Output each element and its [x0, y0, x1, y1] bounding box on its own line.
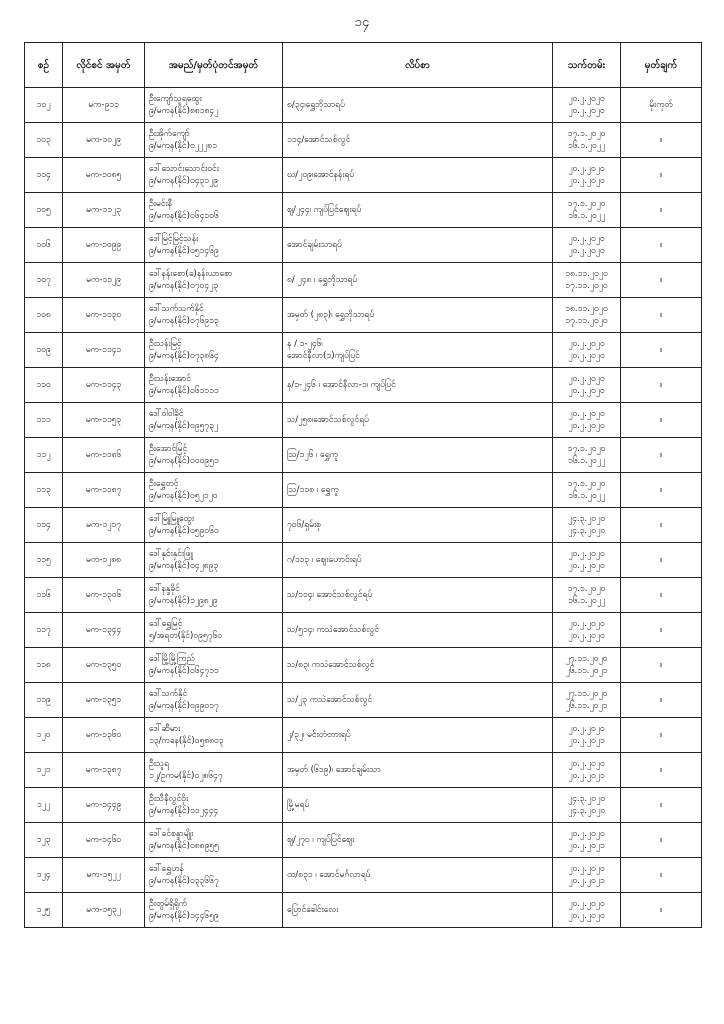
header-name-id: အမည်/မှတ်ပုံတင်အမှတ် — [145, 43, 283, 88]
table-row — [25, 193, 702, 228]
holder-name: ဒေါ်သက်သက်နိုင် — [149, 304, 204, 314]
address-line-1: ပြောင်ခေါင်းလေး — [287, 905, 339, 915]
cell-no: ၁၁၇ — [25, 613, 63, 648]
cell-address — [283, 508, 553, 543]
table-row — [25, 263, 702, 298]
registration-number: ၉/မကန(နိုင်)၀၄၂၈၉၃ — [149, 561, 219, 571]
cell-name-id — [145, 228, 283, 263]
registration-number: ၉/မကန(နိုင်)၁၁၂၄၄၄ — [149, 806, 219, 816]
table-row — [25, 893, 702, 928]
registration-number: ၉/မကန(နိုင်)၀၇၃၈၆၄ — [149, 351, 219, 361]
cell-no: ၁၀၇ — [25, 263, 63, 298]
validity-from: ၂၀.၂.၂၀၂၀ — [568, 864, 605, 874]
address-line-1: ဃ/၂၀၉၊အောင်နန်းရပ် — [287, 170, 355, 180]
address-line-1: ဈ/၂၇၀ ၊ ကျပ်ပြင်ဈေး — [287, 835, 355, 845]
validity-from: ၂၀.၂.၂၀၂၀ — [568, 619, 605, 629]
validity-to: ၂၀.၂.၂၀၂၀ — [568, 176, 605, 186]
holder-name: ဦးအိုက်ကျော် — [149, 129, 190, 139]
address-line-1: ၂/၃၂၊ မင်းတံတားရပ် — [287, 730, 351, 740]
cell-no: ၁၂၀ — [25, 718, 63, 753]
table-row — [25, 333, 702, 368]
cell-license: မက-၁၁၄၁ — [63, 333, 145, 368]
holder-name: ဦးရွှေတင့် — [149, 479, 179, 489]
registration-number: ၉/မကန(နိုင်)၀၃၃၆၆၇ — [149, 876, 219, 886]
address-line-1: သ/၅၁၄၊ ကသဲအောင်သစ်လွင် — [287, 625, 379, 635]
cell-name-id — [145, 158, 283, 193]
table-row — [25, 228, 702, 263]
registration-number: ၉/မကန(နိုင်)၀၆၄၁၀၆ — [149, 211, 219, 221]
cell-remark: ။ — [621, 403, 702, 438]
cell-remark: ။ — [621, 683, 702, 718]
cell-remark: ။ — [621, 333, 702, 368]
validity-to: ၂၀.၂.၂၀၂၁ — [568, 736, 605, 746]
cell-name-id — [145, 333, 283, 368]
cell-name-id — [145, 88, 283, 123]
validity-from: ၂၀.၂.၂၀၂၀ — [568, 374, 605, 384]
validity-to: ၁၇.၁၁.၂၀၂၀ — [565, 316, 608, 326]
cell-remark: ။ — [621, 718, 702, 753]
cell-license: မက-၁၁၈၇ — [63, 473, 145, 508]
cell-no: ၁၀၆ — [25, 228, 63, 263]
cell-name-id — [145, 473, 283, 508]
validity-to: ၂၀.၂.၂၀၂၁ — [568, 841, 605, 851]
cell-address — [283, 368, 553, 403]
cell-validity — [553, 613, 621, 648]
validity-to: ၁၆.၁.၂၀၂၂ — [567, 211, 606, 221]
header-license: လိုင်စင် အမှတ် — [63, 43, 145, 88]
cell-validity — [553, 123, 621, 158]
cell-no: ၁၂၄ — [25, 858, 63, 893]
cell-validity — [553, 193, 621, 228]
validity-from: ၂၀.၂.၂၀၂၀ — [568, 339, 605, 349]
address-line-1: ထ/၈၃၁ ၊ အောင်မင်္ဂလာရပ် — [287, 870, 371, 880]
cell-no: ၁၀၃ — [25, 123, 63, 158]
validity-to: ၂၀.၂.၂၀၂၀ — [568, 246, 605, 256]
validity-to: ၂၀.၂.၂၀၂၀ — [568, 386, 605, 396]
validity-from: ၂၇.၁၁.၂၀၂၀ — [565, 654, 608, 664]
holder-name: ဒေါ်မြင့်မြင့်သန်း — [149, 234, 199, 244]
cell-validity — [553, 473, 621, 508]
validity-from: ၁၇.၁.၂၀၂၀ — [567, 129, 606, 139]
address-line-1: န/၁-၂၄၆ ၊ အောင်နီလာ-၁၊ ကျပ်ပြင် — [287, 380, 396, 390]
holder-name: ဒေါ်သက်နိုင် — [149, 689, 188, 699]
cell-license: မက-၁၅၃၂ — [63, 893, 145, 928]
cell-remark: ။ — [621, 648, 702, 683]
page-number: ၁၄ — [354, 15, 370, 30]
cell-no: ၁၀၄ — [25, 158, 63, 193]
table-row — [25, 298, 702, 333]
registration-number: ၅/အရတ(နိုင်)၀၉၅၇၆၀ — [149, 631, 223, 641]
cell-license: မက-၁၁၄၃ — [63, 368, 145, 403]
registration-number: ၉/မကန(နိုင်)၀၅၁၄၆၉ — [149, 246, 219, 256]
validity-to: ၂၄.၃.၂၀၂၀ — [567, 526, 606, 536]
address-line-1: ဩ/၁၁၈ ၊ ရွှေကူ — [287, 485, 339, 495]
registration-number: ၉/မကန(နိုင်)၀၆၄၇၁၁ — [149, 666, 219, 676]
holder-name: ဦးသန်းအောင် — [149, 374, 191, 384]
holder-name: ဦးမင်းနီ — [149, 199, 173, 209]
validity-to: ၁၆.၁.၂၀၂၂ — [567, 596, 606, 606]
cell-license: မက-၁၂၈၈ — [63, 543, 145, 578]
registration-number: ၉/မကန(နိုင်)၈၈၁၈၄၂ — [149, 106, 219, 116]
cell-license: မက-၁၁၂၃ — [63, 193, 145, 228]
cell-name-id — [145, 858, 283, 893]
cell-address — [283, 403, 553, 438]
registration-number: ၉/မကန(နိုင်)၀၅၉၀၆၀ — [149, 526, 219, 536]
cell-no: ၁၀၈ — [25, 298, 63, 333]
cell-no: ၁၂၃ — [25, 823, 63, 858]
cell-validity — [553, 788, 621, 823]
holder-name: ဦးသီနီလွင်ဝိုး — [149, 794, 189, 804]
cell-name-id — [145, 823, 283, 858]
cell-remark: ။ — [621, 158, 702, 193]
table-row — [25, 683, 702, 718]
cell-license: မက-၉၁၁ — [63, 88, 145, 123]
address-line-1: သ/၂၃ ကသဲအောင်သစ်လွင် — [287, 695, 373, 705]
address-line-1: ၈/ ၂၄၈ ၊ ရွှေဘိုသာရပ် — [287, 275, 358, 285]
cell-address — [283, 858, 553, 893]
validity-to: ၁၆.၁.၂၀၂၂ — [567, 141, 606, 151]
validity-from: ၁၇.၁.၂၀၂၀ — [567, 479, 606, 489]
validity-from: ၁၇.၁.၂၀၂၀ — [567, 199, 606, 209]
cell-no: ၁၂၁ — [25, 753, 63, 788]
table-row — [25, 88, 702, 123]
table-row — [25, 823, 702, 858]
registration-number: ၉/မကန(နိုင်)၀၂၂၂၈၁ — [149, 141, 217, 151]
table-row — [25, 368, 702, 403]
cell-license: မက-၁၀၂၉ — [63, 123, 145, 158]
holder-name: ဒေါ်သောင်းသောင်းဝင်း — [149, 164, 219, 174]
cell-validity — [553, 298, 621, 333]
validity-from: ၂၀.၂.၂၀၂၀ — [568, 549, 605, 559]
holder-name: ဒေါ်မြို့မြို့ကြည် — [149, 654, 195, 664]
cell-no: ၁၁၆ — [25, 578, 63, 613]
holder-name: ဦးသူရ — [149, 759, 169, 769]
cell-no: ၁၁၉ — [25, 683, 63, 718]
registration-number: ၉/မကန(နိုင်)၀၉၉၀၁၇ — [149, 701, 219, 711]
cell-remark: ။ — [621, 788, 702, 823]
validity-from: ၂၄.၃.၂၀၂၀ — [567, 514, 606, 524]
registration-number: ၉/မကန(နိုင်)၀၉၅၇၃၂ — [149, 421, 219, 431]
cell-address — [283, 613, 553, 648]
table-row — [25, 508, 702, 543]
address-line-1: ၈/၃၄၊ရွှေဘိုသာရပ် — [287, 100, 345, 110]
cell-name-id — [145, 543, 283, 578]
cell-remark: ။ — [621, 473, 702, 508]
cell-license: မက-၁၅၂၂ — [63, 858, 145, 893]
holder-name: ဒေါ်နှင်းနှင်းဖြူ — [149, 549, 193, 559]
registration-number: ၉/မကန(နိုင်)၁၄၄၆၅၉ — [149, 911, 219, 921]
cell-validity — [553, 263, 621, 298]
holder-name: ဒေါ်ဆီမား — [149, 724, 181, 734]
validity-to: ၁၆.၁.၂၀၂၂ — [567, 456, 606, 466]
header-row — [25, 43, 702, 88]
address-line-1: ၁၁၄/အောင်သစ်လွင် — [287, 135, 351, 145]
cell-address — [283, 893, 553, 928]
cell-validity — [553, 648, 621, 683]
cell-validity — [553, 438, 621, 473]
table-row — [25, 543, 702, 578]
cell-license: မက-၁၃၀၆ — [63, 578, 145, 613]
cell-license: မက-၁၁၂၉ — [63, 263, 145, 298]
table-row — [25, 578, 702, 613]
validity-to: ၂၆.၁၁.၂၀၂၁ — [565, 701, 608, 711]
cell-validity — [553, 368, 621, 403]
cell-address — [283, 718, 553, 753]
validity-to: ၂၀.၂.၂၀၂၀ — [568, 421, 605, 431]
validity-from: ၂၀.၂.၂၀၂၀ — [568, 829, 605, 839]
validity-to: ၂၀.၂.၂၀၂၀ — [568, 561, 605, 571]
address-line-1: အမှတ် (၆၁၉)၊ အောင်ချမ်းသာ — [287, 765, 381, 775]
cell-remark: ။ — [621, 613, 702, 648]
cell-remark: ။ — [621, 823, 702, 858]
registration-number: ၁၂/ဥကမ(နိုင်)၀၂၈၆၄၇ — [149, 771, 223, 781]
cell-validity — [553, 718, 621, 753]
cell-no: ၁၂၂ — [25, 788, 63, 823]
address-line-1: ဩ/၁၂၆ ၊ ရွှေကူ — [287, 450, 338, 460]
cell-name-id — [145, 193, 283, 228]
holder-name: ဒေါ်မြူမြူထွေး — [149, 514, 195, 524]
validity-to: ၂၀.၂.၂၀၂၁ — [568, 876, 605, 886]
registration-number: ၉/မကန(နိုင်)၁၂၉၈၂၉ — [149, 596, 218, 606]
validity-to: ၂၀.၂.၂၀၂၀ — [568, 106, 605, 116]
cell-address — [283, 298, 553, 333]
cell-validity — [553, 403, 621, 438]
validity-from: ၂၀.၂.၂၀၂၀ — [568, 724, 605, 734]
cell-name-id — [145, 123, 283, 158]
table-row — [25, 403, 702, 438]
cell-validity — [553, 858, 621, 893]
cell-name-id — [145, 438, 283, 473]
address-line-1: ဂ/၁၁၃ ၊ ဈေးဟောင်းရပ် — [287, 555, 362, 565]
validity-from: ၂၄.၃.၂၀၂၀ — [567, 794, 606, 804]
cell-no: ၁၁၂ — [25, 438, 63, 473]
cell-no: ၁၁၀ — [25, 368, 63, 403]
cell-remark: မိုးကုတ် — [621, 88, 702, 123]
validity-from: ၂၀.၂.၂၀၂၀ — [568, 409, 605, 419]
holder-name: ဦးသန်းမြင့် — [149, 339, 182, 349]
address-line-1: သ/၈၃၊ ကသဲအောင်သစ်လွင် — [287, 660, 375, 670]
validity-to: ၂၀.၂.၂၀၂၀ — [568, 911, 605, 921]
cell-license: မက-၁၁၅၃ — [63, 403, 145, 438]
validity-from: ၁၈.၁၁.၂၀၂၀ — [565, 304, 608, 314]
holder-name: ဒေါ်ဝါဝါခိုင် — [149, 409, 184, 419]
address-line-2: အောင်နီလာ(၁)ကျပ်ပြင် — [287, 351, 360, 361]
holder-name: ဒေါ်ခင်စန္ဒာမျိုး — [149, 829, 194, 839]
cell-name-id — [145, 578, 283, 613]
holder-name: ဦးကျော်သူရထွေး — [149, 94, 202, 104]
validity-from: ၁၇.၁.၂၀၂၀ — [567, 584, 606, 594]
registration-number: ၉/မကန(နိုင်)၀၀၀၉၅၁ — [149, 456, 219, 466]
header-address: လိပ်စာ — [283, 43, 553, 88]
registration-number: ၁၃/ကခန(နိုင်)၀၅၈၈၀၃ — [149, 736, 224, 746]
cell-remark: ။ — [621, 193, 702, 228]
registration-number: ၉/မကန(နိုင်)၀၆၁၁၁၁ — [149, 386, 219, 396]
cell-remark: ။ — [621, 438, 702, 473]
cell-remark: ။ — [621, 368, 702, 403]
cell-address — [283, 333, 553, 368]
header-remark: မှတ်ချက် — [621, 43, 702, 88]
address-line-1: ဈ/၂၄၄၊ ကျပ်ပြင်ဈေးရပ် — [287, 205, 362, 215]
cell-address — [283, 788, 553, 823]
cell-validity — [553, 893, 621, 928]
cell-address — [283, 263, 553, 298]
table-row — [25, 473, 702, 508]
holder-name: ဒေါ်ရွှေဟန် — [149, 864, 184, 874]
cell-validity — [553, 88, 621, 123]
cell-name-id — [145, 648, 283, 683]
cell-address — [283, 543, 553, 578]
cell-no: ၁၂၅ — [25, 893, 63, 928]
validity-from: ၂၀.၂.၂၀၂၀ — [568, 234, 605, 244]
cell-remark: ။ — [621, 123, 702, 158]
cell-address — [283, 473, 553, 508]
table-row — [25, 858, 702, 893]
cell-no: ၁၁၈ — [25, 648, 63, 683]
address-line-1: မြို့မရပ် — [287, 800, 310, 810]
cell-address — [283, 228, 553, 263]
validity-to: ၂၄.၃.၂၀၂၀ — [567, 806, 606, 816]
validity-to: ၂၀.၂.၂၀၂၁ — [568, 771, 605, 781]
cell-remark: ။ — [621, 228, 702, 263]
holder-name: ဒေါ်ရွှေမြင့် — [149, 619, 183, 629]
cell-name-id — [145, 683, 283, 718]
cell-name-id — [145, 788, 283, 823]
cell-validity — [553, 543, 621, 578]
cell-address — [283, 578, 553, 613]
header-validity: သက်တမ်း — [553, 43, 621, 88]
table-row — [25, 753, 702, 788]
table-row — [25, 718, 702, 753]
cell-validity — [553, 753, 621, 788]
cell-no: ၁၀၂ — [25, 88, 63, 123]
cell-license: မက-၁၁၃၀ — [63, 298, 145, 333]
cell-remark: ။ — [621, 543, 702, 578]
cell-validity — [553, 683, 621, 718]
cell-license: မက-၁၃၈၇ — [63, 753, 145, 788]
cell-license: မက-၁၃၅၁ — [63, 683, 145, 718]
cell-validity — [553, 333, 621, 368]
cell-address — [283, 158, 553, 193]
cell-name-id — [145, 718, 283, 753]
cell-validity — [553, 228, 621, 263]
cell-no: ၁၁၁ — [25, 403, 63, 438]
table-row — [25, 788, 702, 823]
cell-address — [283, 648, 553, 683]
license-register-table — [24, 42, 702, 928]
table-row — [25, 123, 702, 158]
cell-license: မက-၁၁၈၆ — [63, 438, 145, 473]
cell-remark: ။ — [621, 753, 702, 788]
table-row — [25, 158, 702, 193]
cell-validity — [553, 158, 621, 193]
validity-to: ၂၆.၁၁.၂၀၂၁ — [565, 666, 608, 676]
registration-number: ၉/မကန(နိုင်)၀၈၈၉၅၅ — [149, 841, 219, 851]
cell-no: ၁၁၅ — [25, 543, 63, 578]
validity-to: ၁၇.၁၁.၂၀၂၀ — [565, 281, 608, 291]
address-line-1: န / ၁-၂၄၆၊ — [287, 339, 323, 349]
cell-license: မက-၁၄၄၉ — [63, 788, 145, 823]
cell-remark: ။ — [621, 298, 702, 333]
cell-address — [283, 123, 553, 158]
cell-license: မက-၁၀၉၉ — [63, 228, 145, 263]
cell-no: ၁၀၅ — [25, 193, 63, 228]
validity-from: ၁၇.၁.၂၀၂၀ — [567, 444, 606, 454]
validity-from: ၂၀.၂.၂၀၂၀ — [568, 899, 605, 909]
cell-name-id — [145, 613, 283, 648]
registration-number: ၉/မကန(နိုင်)၀၇၆၉၁၃ — [149, 316, 219, 326]
cell-address — [283, 88, 553, 123]
cell-address — [283, 823, 553, 858]
address-line-1: သ/၁၁၄၊ အောင်သစ်လွင်ရပ် — [287, 590, 373, 600]
cell-license: မက-၁၀၈၅ — [63, 158, 145, 193]
cell-license: မက-၁၃၄၄ — [63, 613, 145, 648]
cell-address — [283, 438, 553, 473]
cell-name-id — [145, 403, 283, 438]
table-row — [25, 613, 702, 648]
cell-remark: ။ — [621, 508, 702, 543]
holder-name: ဦးအောင်မြင့် — [149, 444, 188, 454]
address-line-1: ၇၀၆/ရှမ်းစု — [287, 520, 321, 530]
cell-validity — [553, 578, 621, 613]
cell-remark: ။ — [621, 263, 702, 298]
validity-from: ၂၀.၂.၂၀၂၀ — [568, 164, 605, 174]
cell-license: မက-၁၃၆၀ — [63, 718, 145, 753]
validity-from: ၂၀.၂.၂၀၂၀ — [568, 759, 605, 769]
cell-license: မက-၁၄၆၀ — [63, 823, 145, 858]
cell-license: မက-၁၂၁၇ — [63, 508, 145, 543]
table-row — [25, 438, 702, 473]
address-line-1: အမှတ် (၂၈၃)၊ ရွှေဘိုသာရပ် — [287, 310, 375, 320]
holder-name: ဒေါ်နန္ဒခိုင် — [149, 584, 180, 594]
cell-name-id — [145, 298, 283, 333]
header-no: စဉ် — [25, 43, 63, 88]
cell-name-id — [145, 753, 283, 788]
holder-name: ဦးတွမ်ရှိရိုက် — [149, 899, 188, 909]
validity-to: ၂၀.၂.၂၀၂၀ — [568, 351, 605, 361]
cell-no: ၁၀၉ — [25, 333, 63, 368]
cell-remark: ။ — [621, 893, 702, 928]
validity-from: ၂၇.၁၁.၂၀၂၀ — [565, 689, 608, 699]
cell-validity — [553, 508, 621, 543]
validity-from: ၂၀.၂.၂၀၂၀ — [568, 94, 605, 104]
cell-name-id — [145, 893, 283, 928]
cell-no: ၁၁၃ — [25, 473, 63, 508]
cell-license: မက-၁၃၅၀ — [63, 648, 145, 683]
cell-validity — [553, 823, 621, 858]
validity-to: ၂၀.၂.၂၀၂၀ — [568, 631, 605, 641]
registration-number: ၉/မကန(နိုင်)၀၇၀၄၂၃ — [149, 281, 219, 291]
holder-name: ဒေါ်နန်းစော(ခ)နန်းယာစော — [149, 269, 233, 279]
cell-address — [283, 193, 553, 228]
cell-name-id — [145, 368, 283, 403]
table-row — [25, 648, 702, 683]
registration-number: ၉/မကန(နိုင်)၀၄၃၁၂၉ — [149, 176, 219, 186]
cell-name-id — [145, 508, 283, 543]
cell-no: ၁၁၄ — [25, 508, 63, 543]
registration-number: ၉/မကန(နိုင်)၀၅၂၁၂၀ — [149, 491, 218, 501]
cell-remark: ။ — [621, 578, 702, 613]
cell-address — [283, 683, 553, 718]
validity-from: ၁၈.၁၁.၂၀၂၀ — [565, 269, 608, 279]
cell-address — [283, 753, 553, 788]
address-line-1: သ/၂၅၈၊အောင်သစ်လွင်ရပ် — [287, 415, 369, 425]
validity-to: ၁၆.၁.၂၀၂၂ — [567, 491, 606, 501]
cell-remark: ။ — [621, 858, 702, 893]
address-line-1: အောင်ချမ်းသာရပ် — [287, 240, 342, 250]
cell-name-id — [145, 263, 283, 298]
